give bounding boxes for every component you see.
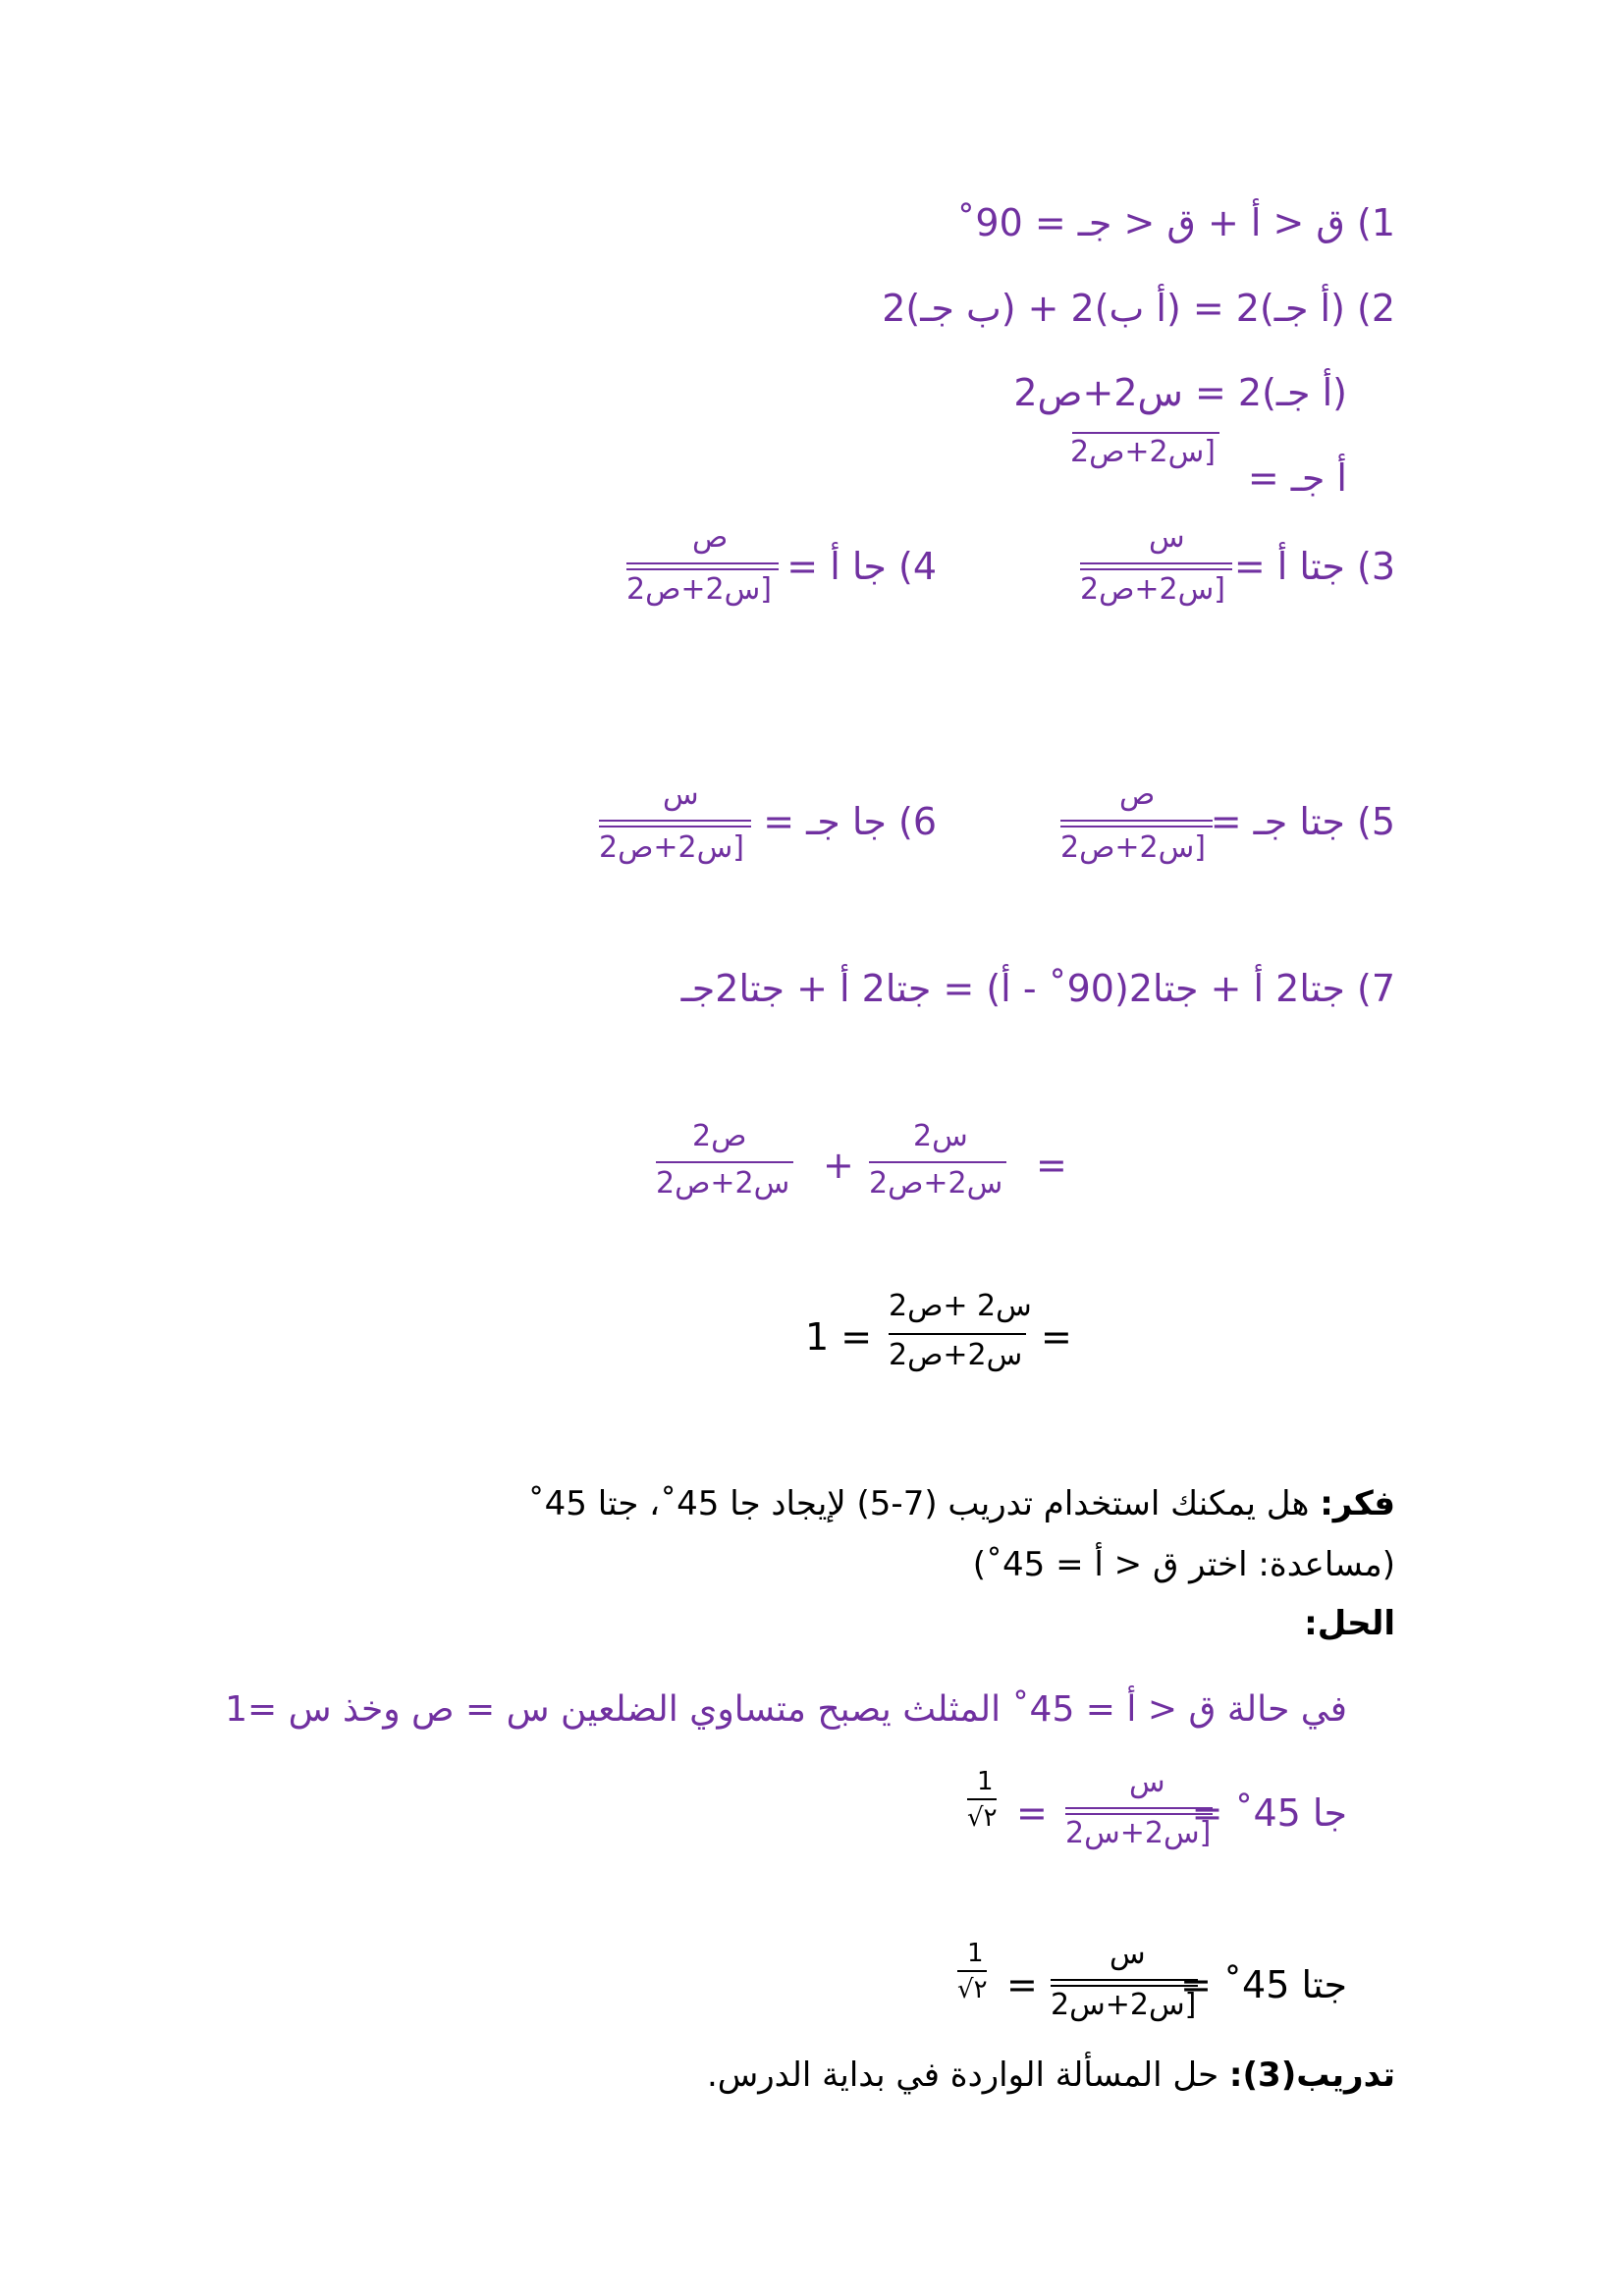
fraction-bar bbox=[1080, 568, 1232, 570]
solution-label: الحل: bbox=[1304, 1604, 1395, 1643]
cos45-label: جتا 45˚ = bbox=[1180, 1963, 1347, 2006]
equation-4-numerator: ص bbox=[692, 520, 729, 555]
fraction-bar bbox=[1065, 1807, 1213, 1809]
equation-2b: (أ جـ)2 = س2+ص2 bbox=[1013, 371, 1347, 414]
equation-6-numerator: س bbox=[663, 777, 699, 812]
equation-3-label: 3) جتا أ = bbox=[1233, 545, 1395, 588]
think-text: هل يمكنك استخدام تدريب (7-5) لإيجاد جا 45˚، جتا 45˚ bbox=[527, 1484, 1321, 1523]
fraction-bar bbox=[599, 820, 751, 822]
equation-3-denominator: [س2+ص2 bbox=[1080, 572, 1225, 607]
sum-denominator-2: س2+ص2 bbox=[656, 1166, 790, 1201]
fraction-bar bbox=[869, 1161, 1006, 1163]
fraction-bar bbox=[1065, 1813, 1213, 1815]
sum-numerator-2: ص2 bbox=[692, 1119, 747, 1153]
sum-equals: = bbox=[1036, 1144, 1067, 1187]
fraction-bar bbox=[889, 1333, 1026, 1335]
fraction-bar bbox=[626, 568, 779, 570]
fraction-bar bbox=[957, 1970, 987, 1972]
equation-3-numerator: س bbox=[1149, 520, 1185, 555]
root-bar bbox=[1072, 432, 1219, 434]
sin45-numerator: س bbox=[1129, 1765, 1165, 1799]
think-question bbox=[528, 1482, 1395, 1525]
exercise-text: حل المسألة الواردة في بداية الدرس. bbox=[706, 2056, 1229, 2095]
solution-case: في حالة ق < أ = 45˚ المثلث يصبح متساوي الضلعين س = ص وخذ س =1 bbox=[225, 1689, 1347, 1730]
sin45-value-numerator: 1 bbox=[977, 1767, 994, 1796]
fraction-bar bbox=[599, 826, 751, 828]
sin45-equals: = bbox=[1016, 1791, 1048, 1835]
sum-denominator-1: س2+ص2 bbox=[869, 1166, 1003, 1201]
sum-numerator-1: س2 bbox=[913, 1119, 968, 1153]
cos45-denominator: [س2+س2 bbox=[1051, 1988, 1197, 2022]
equation-2c-left: أ جـ = bbox=[1247, 456, 1347, 500]
equation-4-label: 4) جا أ = bbox=[786, 545, 937, 588]
fraction-bar bbox=[1060, 820, 1213, 822]
fraction-bar bbox=[967, 1798, 997, 1800]
equation-2c-root: [س2+ص2 bbox=[1070, 435, 1216, 469]
one-denominator: س2+ص2 bbox=[889, 1338, 1023, 1372]
equation-5-numerator: ص bbox=[1119, 777, 1156, 812]
fraction-bar bbox=[1051, 1979, 1198, 1981]
equation-2: 2) (أ جـ)2 = (أ ب)2 + (ب جـ)2 bbox=[882, 287, 1395, 330]
equation-5-denominator: [س2+ص2 bbox=[1060, 830, 1206, 865]
think-label: فكر: bbox=[1320, 1484, 1395, 1523]
sin45-value-denominator: √٢ bbox=[967, 1803, 998, 1833]
sin45-denominator: [س2+س2 bbox=[1065, 1816, 1212, 1850]
equation-4-denominator: [س2+ص2 bbox=[626, 572, 772, 607]
sin45-label: جا 45˚ = bbox=[1191, 1791, 1347, 1835]
fraction-bar bbox=[626, 562, 779, 564]
exercise-3 bbox=[707, 2054, 1395, 2097]
one-equals-left: = bbox=[1041, 1315, 1072, 1359]
equation-6-label: 6) جا جـ = bbox=[763, 800, 937, 843]
think-hint: (مساعدة: اختر ق < أ = 45˚) bbox=[972, 1545, 1395, 1584]
equation-1: 1) ق < أ + ق < جـ = 90˚ bbox=[956, 201, 1395, 244]
fraction-bar bbox=[1080, 562, 1232, 564]
one-equals-right: = 1 bbox=[805, 1315, 873, 1359]
equation-7: 7) جتا2 أ + جتا2(90˚ - أ) = جتا2 أ + جتا2جـ bbox=[680, 967, 1395, 1010]
sum-plus: + bbox=[823, 1144, 854, 1187]
equation-6-denominator: [س2+ص2 bbox=[599, 830, 744, 865]
cos45-value-denominator: √٢ bbox=[957, 1975, 988, 2004]
exercise-label: تدريب(3): bbox=[1228, 2056, 1395, 2095]
fraction-bar bbox=[1060, 826, 1213, 828]
fraction-bar bbox=[1051, 1985, 1198, 1987]
one-numerator: س2 +ص2 bbox=[889, 1289, 1032, 1323]
cos45-numerator: س bbox=[1110, 1937, 1146, 1971]
cos45-value-numerator: 1 bbox=[967, 1939, 984, 1968]
cos45-equals: = bbox=[1006, 1963, 1038, 2006]
fraction-bar bbox=[656, 1161, 793, 1163]
equation-5-label: 5) جتا جـ = bbox=[1210, 800, 1395, 843]
